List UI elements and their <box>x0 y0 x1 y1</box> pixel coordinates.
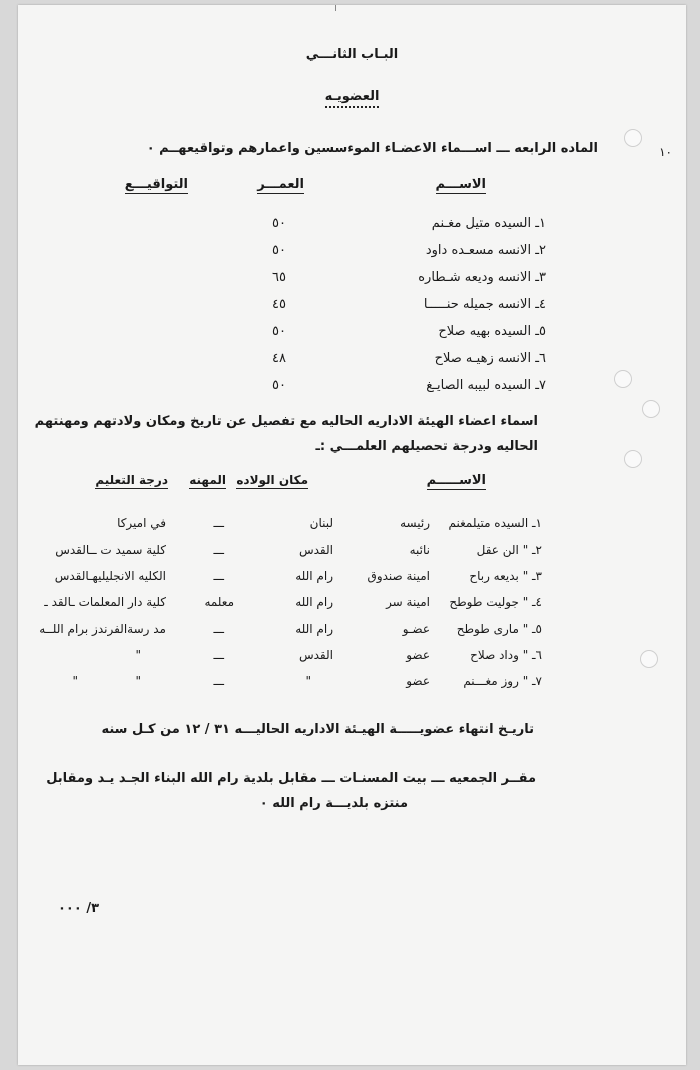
chapter-title: البـاب الثانـــي <box>305 47 399 62</box>
member-birthplace: رام الله <box>295 622 333 636</box>
member-job: ـــ <box>213 569 224 583</box>
board-col-birthplace-header: مكان الولاده <box>236 473 308 487</box>
member-birthplace: رام الله <box>295 595 333 609</box>
founder-age: ٥٠ <box>272 216 286 231</box>
punch-hole <box>624 129 642 147</box>
member-role: رئيسه <box>400 516 430 530</box>
member-job: ـــ <box>213 516 224 530</box>
member-name: ٣ـ " بديعه رباح <box>469 569 542 583</box>
founder-name: ٣ـ الانسه وديعه شـطاره <box>418 270 546 285</box>
col-age-header: العمـــر <box>257 177 304 192</box>
member-education: كلية سميد ت ــالقدس <box>55 543 166 557</box>
punch-hole <box>640 650 658 668</box>
member-job: ـــ <box>213 543 224 557</box>
member-job: ـــ <box>213 622 224 636</box>
founder-name: ١ـ السيده متيل مغـنم <box>431 216 546 231</box>
member-role: عضـو <box>402 622 430 636</box>
member-name: ٥ـ " ماری طوطح <box>456 622 542 636</box>
member-name: ٧ـ " روز مغـــنم <box>463 674 542 688</box>
board-intro-line2: الحاليه ودرجة تحصيلهم العلمـــي :ـ <box>315 439 538 454</box>
punch-hole <box>624 450 642 468</box>
member-birthplace: القدس <box>298 648 333 662</box>
founder-age: ٥٠ <box>272 378 286 393</box>
founder-name: ٥ـ السيده بهيه صلاح <box>438 324 546 339</box>
member-role: نائبه <box>409 543 430 557</box>
col-signatures-header: التواقيـــع <box>124 177 188 192</box>
board-col-job-header: المهنه <box>189 473 226 487</box>
page-number: ٣/ ٠٠٠ <box>58 901 100 916</box>
punch-hole <box>642 400 660 418</box>
founder-age: ٤٥ <box>272 297 286 312</box>
punch-hole <box>614 370 632 388</box>
article4-heading: الماده الرابعه ـــ اســـماء الاعضـاء الموءسسين واعمارهم وتواقيعهــم ٠ <box>146 141 598 156</box>
document-page <box>18 5 686 1065</box>
member-birthplace: رام الله <box>295 569 333 583</box>
founder-name: ٢ـ الانسه مسعـده داود <box>425 243 546 258</box>
member-job: ـــ <box>213 674 224 688</box>
member-role: عضو <box>406 674 430 688</box>
member-education: " <box>72 674 78 688</box>
founder-name: ٧ـ السيده لبيبه الصايـغ <box>426 378 546 393</box>
founder-name: ٤ـ الانسه جميله حنـــــا <box>423 297 546 312</box>
top-tick-mark <box>335 5 336 11</box>
board-col-education-header: درجة التعليم <box>95 473 168 487</box>
founder-age: ٦٥ <box>272 270 286 285</box>
member-job: معلمه <box>204 595 234 609</box>
member-birthplace: لبنان <box>309 516 333 530</box>
member-role: امينة سر <box>386 595 430 609</box>
member-education: في اميركا <box>117 516 166 530</box>
board-intro-line1: اسماء اعضاء الهيئة الاداريه الحاليه مع تفصيل عن تاريخ ومكان ولادتهم ومهنتهم <box>34 414 538 429</box>
member-name: ٦ـ " وداد صلاح <box>470 648 542 662</box>
hq-address-line1: مقــر الجمعيه ـــ بيت المسنـات ـــ مقابل بلدية رام الله البناء الجـد يـد ومقابل <box>46 771 536 786</box>
member-education: " <box>135 648 141 662</box>
member-birthplace: القدس <box>298 543 333 557</box>
section-title: العضويـه <box>18 89 686 104</box>
member-name: ٤ـ " جوليت طوطح <box>449 595 542 609</box>
member-job-ditto: " <box>135 674 141 688</box>
founder-age: ٥٠ <box>272 324 286 339</box>
member-education: الكليه الانجليليهـالقدس <box>54 569 166 583</box>
board-col-name-header: الاســـــم <box>426 473 486 488</box>
founder-name: ٦ـ الانسه زهيـه صلاح <box>434 351 546 366</box>
col-name-header: الاســـم <box>435 177 486 192</box>
hq-address-line2: منتزه بلديـــة رام الله ٠ <box>259 796 408 811</box>
member-education: مد رسةالفرندز برام اللــه <box>39 622 166 636</box>
founder-age: ٤٨ <box>272 351 286 366</box>
member-education: كلية دار المعلمات ـالقد ـ <box>44 595 166 609</box>
member-role: امينة صندوق <box>367 569 430 583</box>
founder-age: ٥٠ <box>272 243 286 258</box>
member-job: ـــ <box>213 648 224 662</box>
board-term-expiry: تاريـخ انتهاء عضويـــــة الهيـئة الاداريه الحاليـــه ٣١ / ١٢ من كـل سنه <box>101 722 534 737</box>
member-role: عضو <box>406 648 430 662</box>
member-name: ٢ـ " الن عقل <box>476 543 542 557</box>
member-name: ١ـ السيده متيلمغنم <box>448 516 542 530</box>
member-birthplace: " <box>305 674 311 688</box>
margin-mark: ١٠ <box>659 145 672 159</box>
